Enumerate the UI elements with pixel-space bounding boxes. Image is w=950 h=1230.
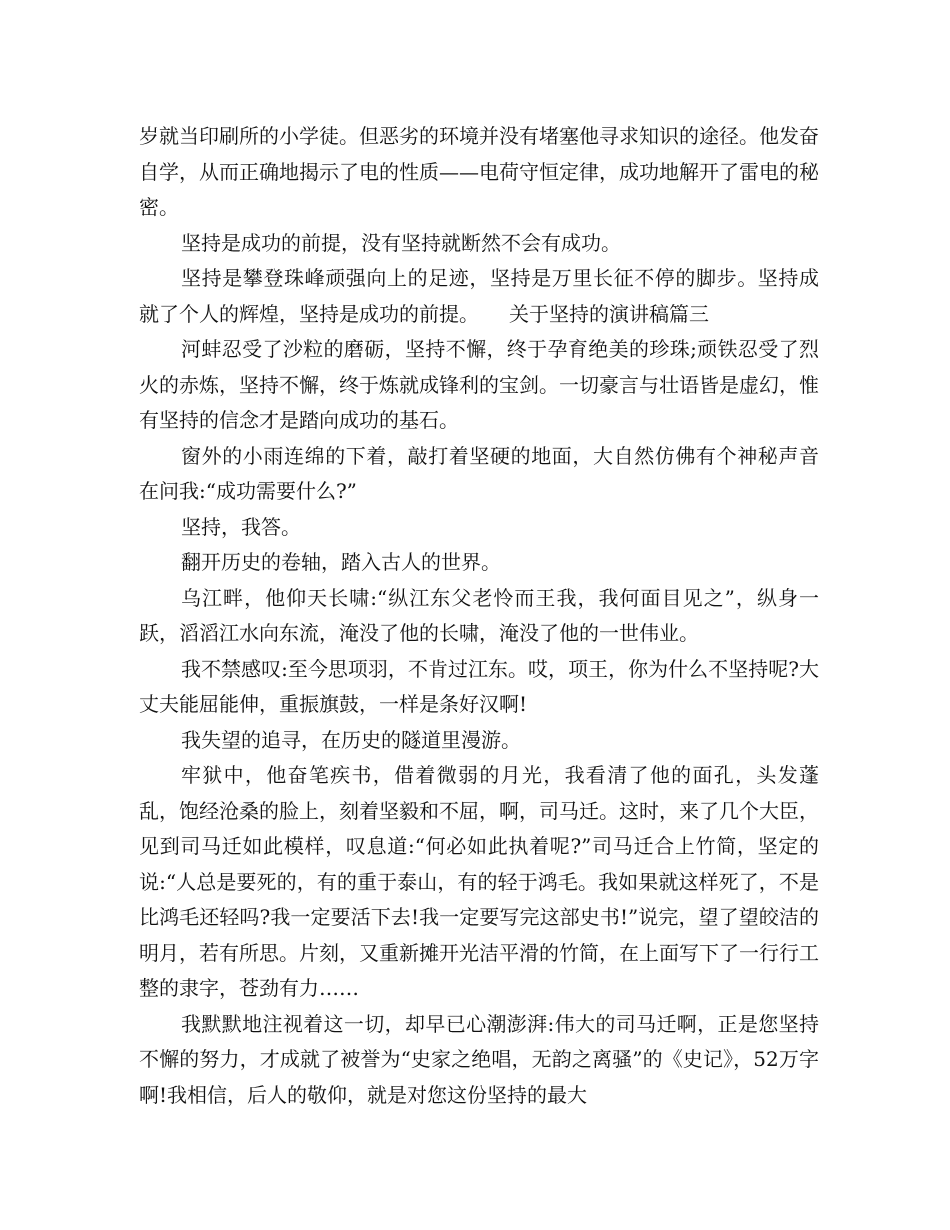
paragraph-6: 坚持，我答。 <box>181 514 301 539</box>
paragraph-12: 我默默地注视着这一切，却早已心潮澎湃:伟大的司马迁啊，正是您坚持不懈的努力，才成就了被誉为“史家之绝唱，无韵之离骚”的《史记》，52万字啊!我相信，后人的敬仰，就是对您这份坚持的最大 <box>139 1011 819 1107</box>
document-body <box>139 119 819 1113</box>
paragraph-8: 乌江畔，他仰天长啸:“纵江东父老怜而王我，我何面目见之”，纵身一跃，滔滔江水向东流，淹没了他的长啸，淹没了他的一世伟业。 <box>139 585 819 645</box>
paragraph-1: 岁就当印刷所的小学徒。但恶劣的环境并没有堵塞他寻求知识的途径。他发奋自学，从而正确地揭示了电的性质——电荷守恒定律，成功地解开了雷电的秘密。 <box>139 124 819 219</box>
paragraph-3: 坚持是攀登珠峰顽强向上的足迹，坚持是万里长征不停的脚步。坚持成就了个人的辉煌，坚持是成功的前提。 关于坚持的演讲稿篇三 <box>139 266 819 326</box>
paragraph-5: 窗外的小雨连绵的下着，敲打着坚硬的地面，大自然仿佛有个神秘声音在问我:“成功需要什么?” <box>139 443 819 503</box>
paragraph-9: 我不禁感叹:至今思项羽，不肯过江东。哎，项王，你为什么不坚持呢?大丈夫能屈能伸，重振旗鼓，一样是条好汉啊! <box>139 656 819 716</box>
paragraph-11: 牢狱中，他奋笔疾书，借着微弱的月光，我看清了他的面孔，头发蓬乱，饱经沧桑的脸上，刻着坚毅和不屈，啊，司马迁。这时，来了几个大臣，见到司马迁如此模样，叹息道:“何必如此执着呢?”司马迁合上竹简，坚定的说:“人总是要死的，有的重于泰山，有的轻于鸿毛。我如果就这样死了，不是比鸿毛还轻吗?我一定要活下去!我一定要写完这部史书!”说完，望了望皎洁的明月，若有所思。片刻，又重新摊开光洁平滑的竹简，在上面写下了一行行工整的隶字，苍劲有力…… <box>139 763 819 1000</box>
paragraph-2: 坚持是成功的前提，没有坚持就断然不会有成功。 <box>181 230 621 255</box>
paragraph-10: 我失望的追寻，在历史的隧道里漫游。 <box>181 727 521 752</box>
paragraph-4: 河蚌忍受了沙粒的磨砺，坚持不懈，终于孕育绝美的珍珠;顽铁忍受了烈火的赤炼，坚持不懈，终于炼就成锋利的宝剑。一切豪言与壮语皆是虚幻，惟有坚持的信念才是踏向成功的基石。 <box>139 337 819 432</box>
paragraph-7: 翻开历史的卷轴，踏入古人的世界。 <box>181 550 501 574</box>
